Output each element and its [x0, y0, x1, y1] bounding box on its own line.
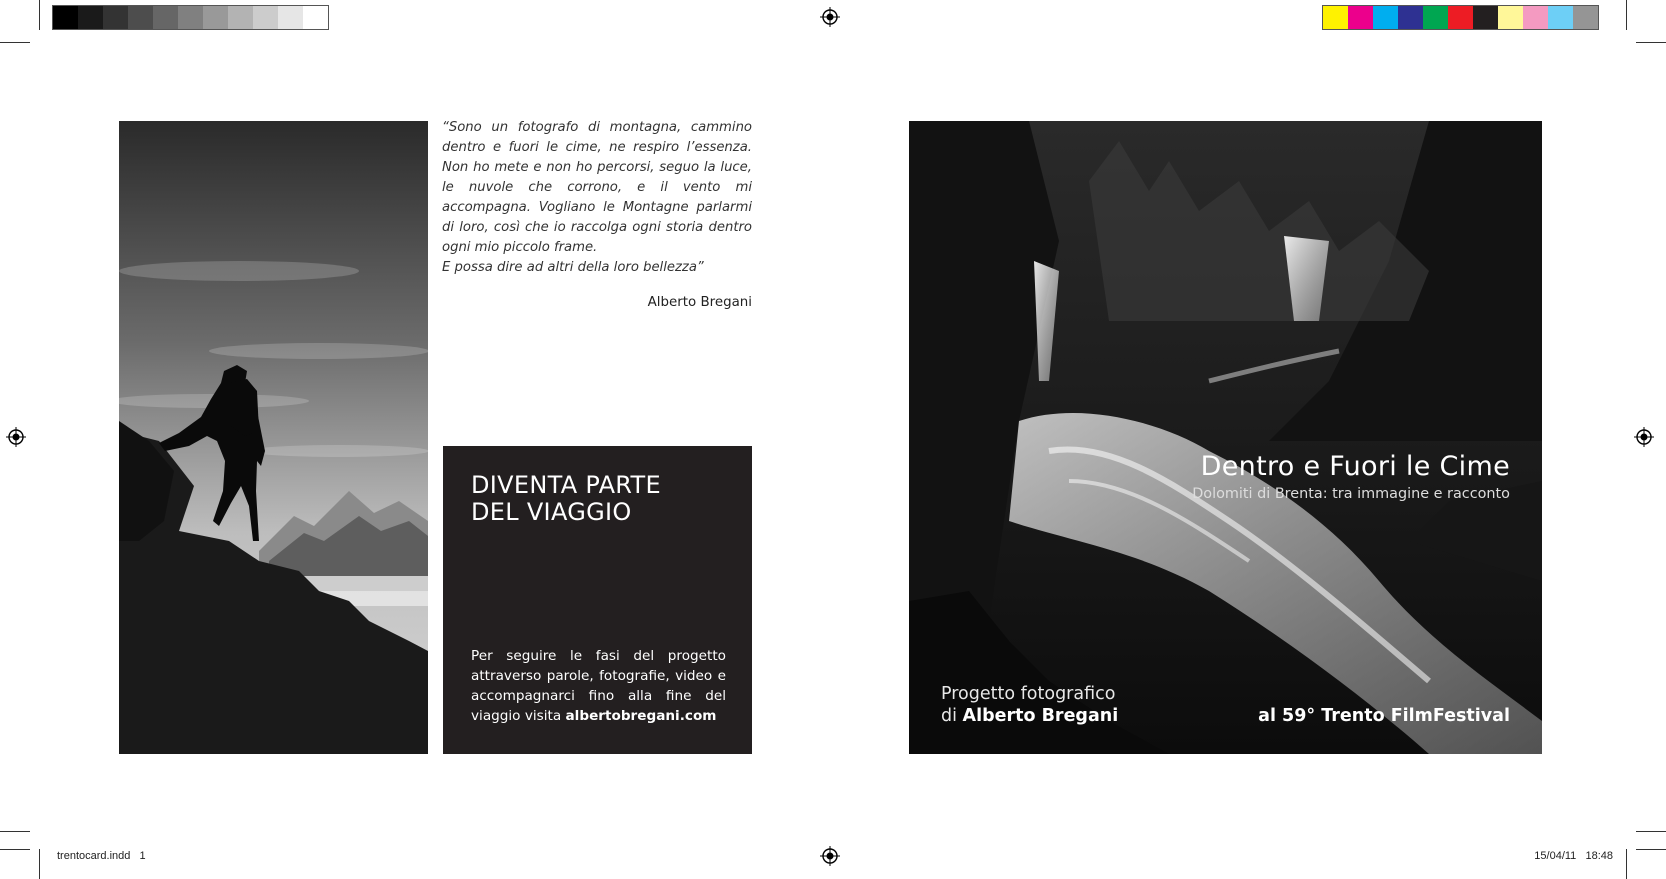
crop-mark: [1626, 849, 1627, 879]
color-swatch: [153, 6, 178, 29]
color-swatch: [203, 6, 228, 29]
box-title: [471, 472, 661, 526]
quote-closing-line: E possa dire ad altri della loro bellezza”: [442, 260, 704, 275]
color-swatch: [228, 6, 253, 29]
box-title-line-2: DEL VIAGGIO: [471, 498, 632, 526]
registration-mark-icon: [1634, 427, 1654, 447]
box-body: Per seguire le fasi del progetto attraverso parole, fotografie, video e accompagnarci fino alla fine del viaggio visita: [471, 648, 726, 724]
grayscale-color-bar: [52, 5, 329, 30]
color-swatch: [1523, 6, 1548, 29]
color-swatch: [53, 6, 78, 29]
project-prefix: di: [941, 706, 963, 726]
registration-mark-icon: [820, 7, 840, 27]
color-swatch: [1548, 6, 1573, 29]
waterfall-cover-photo: [909, 121, 1542, 754]
color-swatch: [78, 6, 103, 29]
color-swatch: [1373, 6, 1398, 29]
date-slug: 15/04/11 18:48: [1534, 850, 1613, 862]
color-swatch: [1498, 6, 1523, 29]
color-swatch: [253, 6, 278, 29]
file-slug: trentocard.indd 1: [57, 850, 146, 862]
crop-mark: [1636, 849, 1666, 850]
quote-block: [442, 118, 752, 278]
crop-mark: [1636, 831, 1666, 832]
color-swatch: [303, 6, 328, 29]
color-swatch: [1448, 6, 1473, 29]
registration-mark-icon: [820, 846, 840, 866]
join-the-journey-box: [443, 446, 752, 754]
project-author: Alberto Bregani: [962, 706, 1119, 726]
cover-subtitle: Dolomiti di Brenta: tra immagine e racconto: [1192, 486, 1510, 502]
color-swatch: [1348, 6, 1373, 29]
crop-mark: [39, 0, 40, 30]
process-color-bar: [1322, 5, 1599, 30]
color-swatch: [103, 6, 128, 29]
color-swatch: [128, 6, 153, 29]
quote-author: Alberto Bregani: [647, 295, 752, 310]
color-swatch: [278, 6, 303, 29]
project-label: Progetto fotografico: [941, 684, 1116, 704]
box-body-text: [471, 646, 726, 726]
festival-label: al 59° Trento FilmFestival: [1258, 706, 1510, 726]
color-swatch: [178, 6, 203, 29]
project-author-line: [941, 705, 1118, 727]
crop-mark: [39, 849, 40, 879]
project-credit: [941, 683, 1118, 727]
color-swatch: [1398, 6, 1423, 29]
crop-mark: [1636, 42, 1666, 43]
climber-photo: [119, 121, 428, 754]
crop-mark: [0, 42, 30, 43]
box-title-line-1: DIVENTA PARTE: [471, 471, 661, 499]
cover-title: Dentro e Fuori le Cime: [1200, 451, 1510, 482]
crop-mark: [1626, 0, 1627, 30]
color-swatch: [1573, 6, 1598, 29]
quote-text: “Sono un fotografo di montagna, cammino dentro e fuori le cime, ne respiro l’essenza. Non ho mete e non ho percorsi, seguo la luce, le nuvole che corrono, e il vento mi accompagna. Vogliano le Montagne parlarmi di loro, così che io raccolga ogni storia dentro ogni mio piccolo frame.: [442, 120, 752, 255]
registration-mark-icon: [6, 427, 26, 447]
website-link[interactable]: albertobregani.com: [565, 708, 717, 724]
crop-mark: [0, 831, 30, 832]
color-swatch: [1423, 6, 1448, 29]
crop-mark: [0, 849, 30, 850]
color-swatch: [1473, 6, 1498, 29]
color-swatch: [1323, 6, 1348, 29]
